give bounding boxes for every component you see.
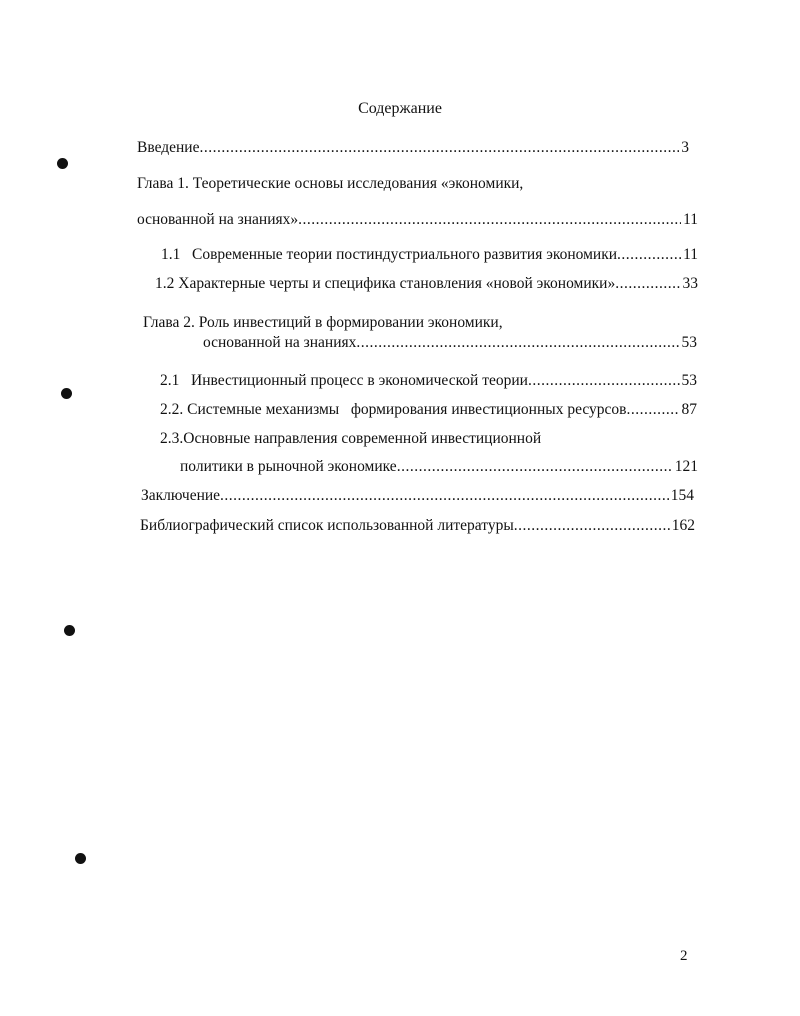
toc-entry-label: Заключение: [141, 487, 221, 504]
punch-hole-mark: [75, 853, 86, 864]
punch-hole-mark: [61, 388, 72, 399]
toc-entry-2-2: [160, 399, 697, 421]
toc-entry-label: основанной на знаниях: [203, 334, 357, 351]
toc-entry-page: 154: [670, 487, 694, 504]
punch-hole-mark: [64, 625, 75, 636]
toc-entry-2-3: [180, 456, 698, 478]
toc-entry-label: 1.1 Современные теории постиндустриального развития экономики: [161, 246, 618, 263]
toc-entry-label: политики в рыночной экономике: [180, 458, 397, 475]
toc-entry-page: 53: [681, 334, 697, 351]
toc-entry-chapter1: [137, 209, 698, 231]
toc-entry-label: Введение: [137, 139, 200, 156]
toc-entry-chapter1-line1: Глава 1. Теоретические основы исследования «экономики,: [137, 175, 524, 192]
toc-entry-conclusion: [141, 485, 694, 507]
toc-entry-page: 3: [681, 139, 689, 156]
toc-entry-1-2: [155, 273, 698, 295]
toc-entry-page: 162: [671, 517, 695, 534]
toc-entry-page: 121: [674, 458, 698, 475]
toc-entry-page: 11: [683, 211, 698, 228]
toc-entry-label: Библиографический список использованной литературы: [140, 517, 514, 534]
toc-entry-1-1: [161, 244, 698, 266]
toc-entry-bibliography: [140, 515, 695, 537]
toc-entry-label: 2.2. Системные механизмы формирования инвестиционных ресурсов: [160, 401, 627, 418]
page-number: 2: [680, 948, 688, 964]
toc-entry-2-1: [160, 370, 697, 392]
punch-hole-mark: [57, 158, 68, 169]
toc-entry-label: основанной на знаниях»: [137, 211, 299, 228]
toc-entry-chapter2-line1: Глава 2. Роль инвестиций в формировании экономики,: [143, 314, 503, 331]
toc-entry-page: 11: [683, 246, 698, 263]
toc-entry-intro: [137, 137, 689, 159]
toc-entry-page: 87: [681, 401, 697, 418]
toc-entry-page: 33: [682, 275, 698, 292]
toc-title: Содержание: [358, 100, 442, 117]
toc-entry-chapter2: [203, 332, 697, 354]
toc-entry-page: 53: [681, 372, 697, 389]
toc-entry-2-3-line1: 2.3.Основные направления современной инвестиционной: [160, 430, 542, 447]
toc-entry-label: 2.1 Инвестиционный процесс в экономической теории: [160, 372, 528, 389]
toc-entry-label: 1.2 Характерные черты и специфика становления «новой экономики»: [155, 275, 616, 292]
